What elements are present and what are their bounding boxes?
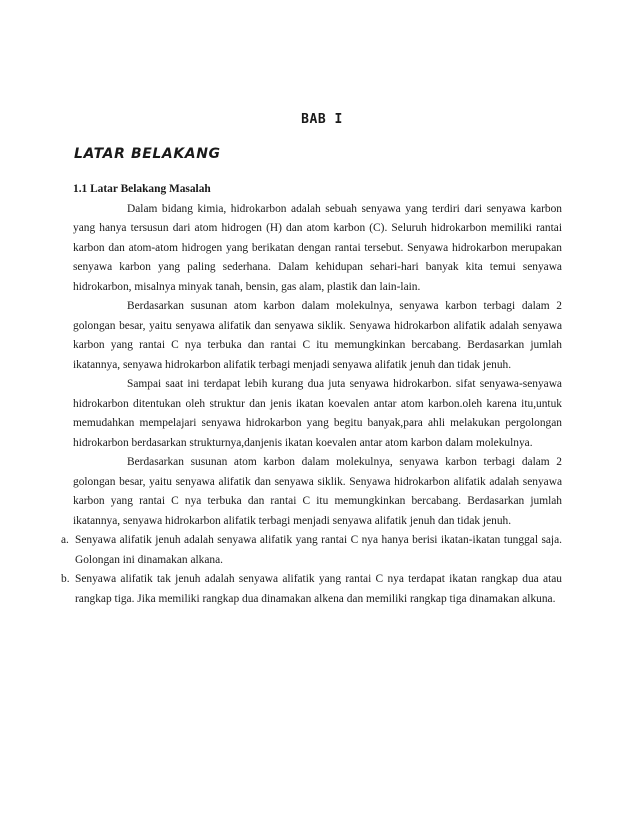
list-item-text: Senyawa alifatik jenuh adalah senyawa alifatik yang rantai C nya hanya berisi ikatan-ikatan tunggal saja. Golongan ini dinamakan alkana.: [75, 534, 562, 566]
list-item: [61, 531, 562, 570]
document-body: [61, 180, 562, 609]
section-title: 1.1 Latar Belakang Masalah: [73, 183, 211, 195]
list-marker: b.: [61, 573, 70, 585]
paragraph: Dalam bidang kimia, hidrokarbon adalah sebuah senyawa yang terdiri dari senyawa karbon yang hanya tersusun dari atom hidrogen (H) dan atom karbon (C). Seluruh hidrokarbon memiliki rantai karbon dan atom-atom hidrogen yang berikatan dengan rantai tersebut. Senyawa hidrokarbon merupakan senyawa karbon yang paling sederhana. Dalam kehidupan sehari-hari banyak kita temui senyawa hidrokarbon, misalnya minyak tanah, bensin, gas alam, plastik dan lain-lain.: [73, 202, 562, 293]
chapter-heading: LATAR BELAKANG: [74, 146, 221, 162]
paragraph: Berdasarkan susunan atom karbon dalam molekulnya, senyawa karbon terbagi dalam 2 golongan besar, yaitu senyawa alifatik dan senyawa siklik. Senyawa hidrokarbon alifatik adalah senyawa karbon yang rantai C nya terbuka dan rantai C itu memungkinkan bercabang. Berdasarkan jumlah ikatannya, senyawa hidrokarbon alifatik terbagi menjadi senyawa alifatik jenuh dan tidak jenuh.: [73, 456, 562, 527]
list-marker: a.: [61, 534, 69, 546]
list-item: [61, 570, 562, 609]
paragraph: Berdasarkan susunan atom karbon dalam molekulnya, senyawa karbon terbagi dalam 2 golongan besar, yaitu senyawa alifatik dan senyawa siklik. Senyawa hidrokarbon alifatik adalah senyawa karbon yang rantai C nya terbuka dan rantai C itu memungkinkan bercabang. Berdasarkan jumlah ikatannya, senyawa hidrokarbon alifatik terbagi menjadi senyawa alifatik jenuh dan tidak jenuh.: [73, 300, 562, 371]
list-item-text: Senyawa alifatik tak jenuh adalah senyawa alifatik yang rantai C nya terdapat ikatan rangkap dua atau rangkap tiga. Jika memiliki rangkap dua dinamakan alkena dan memiliki rangkap tiga dinamakan alkuna.: [75, 573, 562, 605]
paragraph: Sampai saat ini terdapat lebih kurang dua juta senyawa hidrokarbon. sifat senyawa-senyawa hidrokarbon ditentukan oleh struktur dan jenis ikatan koevalen antar atom karbon.oleh karena itu,untuk memudahkan mempelajari senyawa hidrokarbon yang begitu banyak,para ahli melakukan pergolongan hidrokarbon berdasarkan strukturnya,danjenis ikatan koevalen antar atom karbon dalam molekulnya.: [73, 378, 562, 449]
chapter-title: BAB I: [301, 112, 343, 127]
alifatik-list: [61, 531, 562, 609]
